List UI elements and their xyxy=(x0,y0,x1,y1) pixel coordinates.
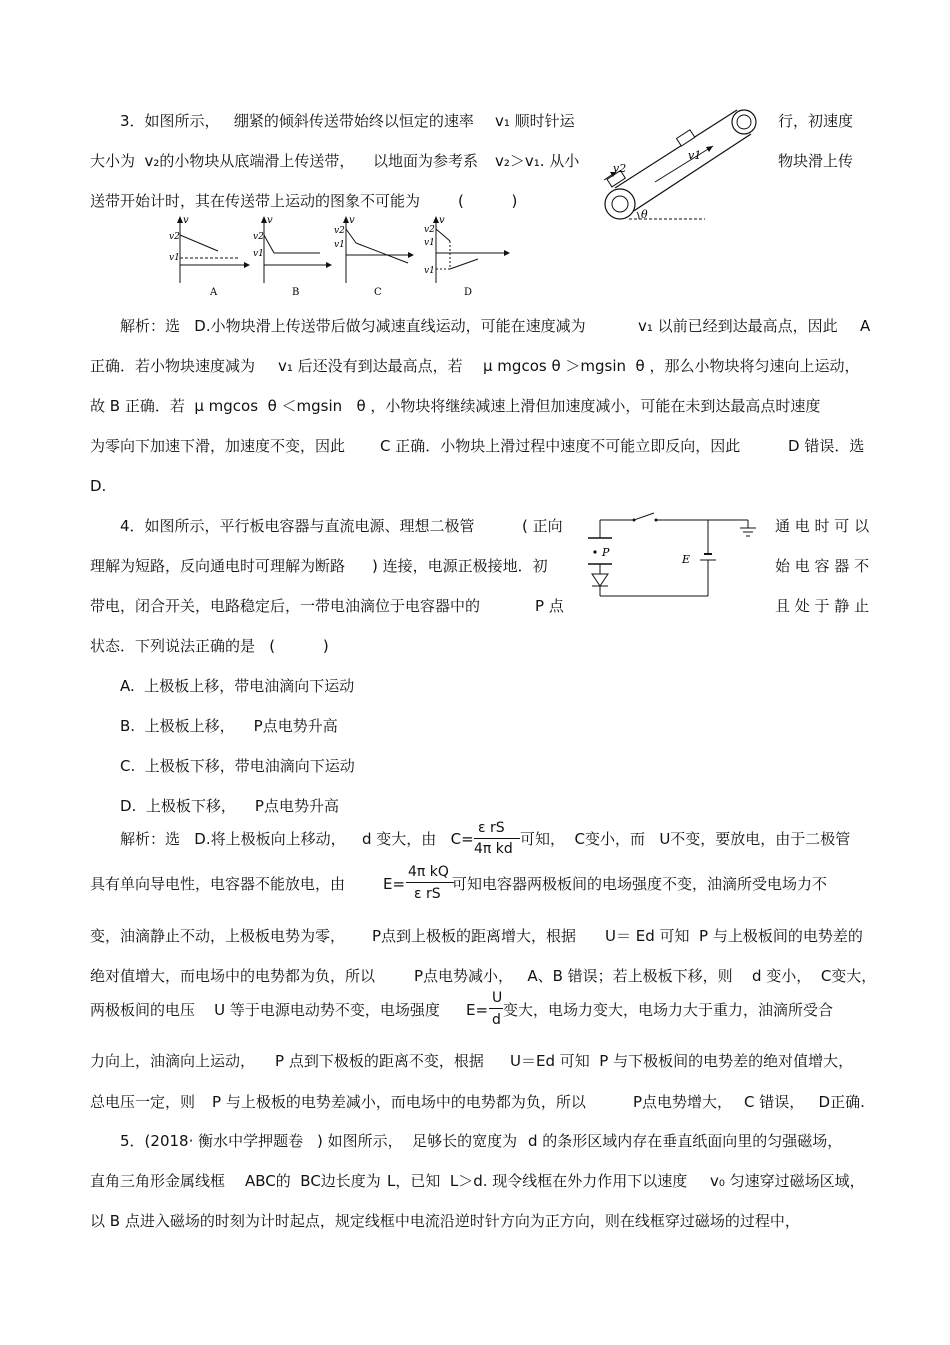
graph-d xyxy=(424,215,510,298)
q4-option-d: D. 上极板下移， P点电势升高 xyxy=(120,797,339,815)
q5-line2-a: 直角三角形金属线框 xyxy=(90,1172,226,1190)
q4-solution-5c: 变大，电场力变大，电场力大于重力，油滴所受合 xyxy=(503,1001,834,1019)
q3-line1-b: v₁ 顺时针运 xyxy=(495,112,575,130)
graph-a-tick-v1: v1 xyxy=(169,253,180,263)
q4-frac1-numerator: ε rS xyxy=(478,820,505,836)
q4-solution-3c: U＝ Ed 可知 P 与上极板间的电势差的 xyxy=(605,927,863,945)
q4-frac3-numerator: U xyxy=(492,990,503,1006)
q4-solution-1c: 可知， C变小，而 U不变，要放电，由于二极管 xyxy=(520,830,851,848)
q4-line2-c: 始 电 容 器 不 xyxy=(775,557,870,575)
graph-c-label: C xyxy=(374,287,382,298)
q3-line2-b: 以地面为参考系 xyxy=(373,152,479,170)
q3-line1-c: 行，初速度 xyxy=(778,112,854,130)
graph-d-tick-v1-pos: v1 xyxy=(424,238,435,248)
circuit-e-label: E xyxy=(682,553,691,566)
q5-line1-b: ) 如图所示， 足够长的宽度为 xyxy=(317,1132,518,1150)
q3-line3-a: 送带开始计时，其在传送带上运动的图象不可能为 xyxy=(90,192,421,210)
conveyor-belt-figure xyxy=(595,100,770,230)
graph-c-tick-v1: v1 xyxy=(334,240,345,250)
q4-frac3-denominator: d xyxy=(492,1012,501,1028)
q3-line3-b: ( ) xyxy=(458,192,518,210)
graph-b-label: B xyxy=(292,287,300,298)
q3-solution-4a: 为零向下加速下滑，加速度不变，因此 xyxy=(90,437,346,455)
q3-line2-a: 大小为 v₂的小物块从底端滑上传送带， xyxy=(90,152,355,170)
graph-a-v-axis: v xyxy=(183,215,189,226)
q4-option-b: B. 上极板上移， P点电势升高 xyxy=(120,717,338,735)
q4-frac2-numerator: 4π kQ xyxy=(408,864,449,880)
q4-line2-b: ) 连接，电源正极接地．初 xyxy=(372,557,548,575)
q4-line3-c: 且 处 于 静 止 xyxy=(775,597,870,615)
q4-solution-4b: P点电势减小， A、B 错误；若上极板下移，则 xyxy=(414,967,733,985)
q4-solution-7c: P点电势增大， xyxy=(633,1093,733,1111)
graph-c-v-axis: v xyxy=(349,215,355,226)
q4-solution-7d: C 错误， D正确. xyxy=(744,1093,865,1111)
q4-solution-1a: 解析：选 D.将上极板向上移动， xyxy=(120,830,346,848)
q5-line2-c: L，已知 L＞d. 现令线框在外力作用下以速度 xyxy=(387,1172,688,1190)
q4-line4: 状态．下列说法正确的是 ( ) xyxy=(90,637,329,655)
q3-line1-a: 3．如图所示， 绷紧的倾斜传送带始终以恒定的速率 xyxy=(120,112,474,130)
q5-line3: 以 B 点进入磁场的时刻为计时起点，规定线框中电流沿逆时针方向为正方向，则在线框穿过磁场的过程中， xyxy=(90,1212,800,1230)
q4-solution-7b: P 与上极板的电势差减小，而电场中的电势都为负，所以 xyxy=(212,1093,586,1111)
q3-solution-3: 故 B 正确．若 μ mgcos θ ＜mgsin θ ，小物块将继续减速上滑但加速度减小，可能在未到达最高点时速度 xyxy=(90,397,821,415)
q4-line3-b: P 点 xyxy=(535,597,564,615)
q4-line1-a: 4．如图所示，平行板电容器与直流电源、理想二极管 xyxy=(120,517,475,535)
q3-solution-5: D. xyxy=(90,477,107,495)
graph-c xyxy=(334,215,414,298)
q4-solution-7a: 总电压一定，则 xyxy=(90,1093,196,1111)
q3-solution-1b: v₁ 以前已经到达最高点，因此 xyxy=(638,317,838,335)
q5-line1-a: 5．(2018· 衡水中学押题卷 xyxy=(120,1132,304,1150)
q4-solution-6a: 力向上，油滴向上运动， xyxy=(90,1052,256,1070)
graph-b-tick-v1: v1 xyxy=(253,249,264,259)
graph-d-label: D xyxy=(464,287,473,298)
q3-solution-4b: C 正确．小物块上滑过程中速度不可能立即反向，因此 xyxy=(380,437,741,455)
graph-b-v-axis: v xyxy=(267,215,273,226)
q5-line2-d: v₀ 匀速穿过磁场区域， xyxy=(710,1172,865,1190)
q5-line2-b: ABC的 BC边长度为 xyxy=(245,1172,381,1190)
q4-frac1-bar xyxy=(474,838,520,839)
q4-line2-a: 理解为短路，反向通电时可理解为断路 xyxy=(90,557,346,575)
q4-line1-b: ( 正向 xyxy=(522,517,563,535)
q4-solution-6b: P 点到下极板的距离不变，根据 xyxy=(275,1052,484,1070)
belt-theta-label: θ xyxy=(641,208,648,221)
q4-solution-1b: d 变大，由 C= xyxy=(362,830,474,848)
q4-solution-4a: 绝对值增大，而电场中的电势都为负，所以 xyxy=(90,967,376,985)
q4-solution-2c: 可知电容器两极板间的电场强度不变，油滴所受电场力不 xyxy=(452,875,828,893)
circuit-p-label: P xyxy=(602,546,610,559)
q4-solution-5b: E= xyxy=(466,1001,489,1019)
q3-solution-4c: D 错误．选 xyxy=(788,437,865,455)
vt-graphs-figure xyxy=(168,215,538,300)
graph-b-tick-v2: v2 xyxy=(253,232,264,242)
q4-solution-6c: U＝Ed 可知 P 与下极板间的电势差的绝对值增大， xyxy=(510,1052,854,1070)
q3-solution-1c: A xyxy=(860,317,871,335)
q4-option-c: C. 上极板下移，带电油滴向下运动 xyxy=(120,757,355,775)
q4-frac2-denominator: ε rS xyxy=(414,886,441,902)
q4-solution-2b: E= xyxy=(383,875,406,893)
graph-b xyxy=(253,215,332,298)
q3-line2-d: 物块滑上传 xyxy=(778,152,854,170)
graph-d-v-axis: v xyxy=(439,215,445,226)
belt-v1-label: v1 xyxy=(688,149,702,162)
q5-line1-c: d 的条形区域内存在垂直纸面向里的匀强磁场， xyxy=(528,1132,843,1150)
q4-solution-3b: P点到上极板的距离增大，根据 xyxy=(372,927,577,945)
q4-frac3-bar xyxy=(489,1008,503,1009)
q4-solution-5a: 两极板间的电压 U 等于电源电动势不变，电场强度 xyxy=(90,1001,440,1019)
q4-line3-a: 带电，闭合开关，电路稳定后，一带电油滴位于电容器中的 xyxy=(90,597,481,615)
q4-solution-4c: d 变小， C变大， xyxy=(752,967,877,985)
graph-d-tick-v1-neg: v1 xyxy=(424,266,435,276)
q4-option-a: A. 上极板上移，带电油滴向下运动 xyxy=(120,677,355,695)
q4-line1-c: 通 电 时 可 以 xyxy=(775,517,870,535)
circuit-figure xyxy=(578,508,758,608)
q4-solution-3a: 变，油滴静止不动，上极板电势为零， xyxy=(90,927,346,945)
q3-solution-2c: μ mgcos θ ＞mgsin θ ，那么小物块将匀速向上运动， xyxy=(483,357,860,375)
q3-line2-c: v₂＞v₁. 从小 xyxy=(495,152,580,170)
graph-a xyxy=(169,215,250,298)
graph-c-tick-v2: v2 xyxy=(334,226,345,236)
belt-v2-label: v2 xyxy=(613,162,627,175)
graph-a-label: A xyxy=(210,287,218,298)
q3-solution-1a: 解析：选 D.小物块滑上传送带后做匀减速直线运动，可能在速度减为 xyxy=(120,317,586,335)
graph-a-tick-v2: v2 xyxy=(169,232,180,242)
q3-solution-2b: v₁ 后还没有到达最高点，若 xyxy=(278,357,463,375)
q4-solution-2a: 具有单向导电性，电容器不能放电，由 xyxy=(90,875,346,893)
q4-frac1-denominator: 4π kd xyxy=(474,841,513,857)
graph-d-tick-v2: v2 xyxy=(424,225,435,235)
q4-frac2-bar xyxy=(406,882,454,883)
q3-solution-2a: 正确．若小物块速度减为 xyxy=(90,357,256,375)
